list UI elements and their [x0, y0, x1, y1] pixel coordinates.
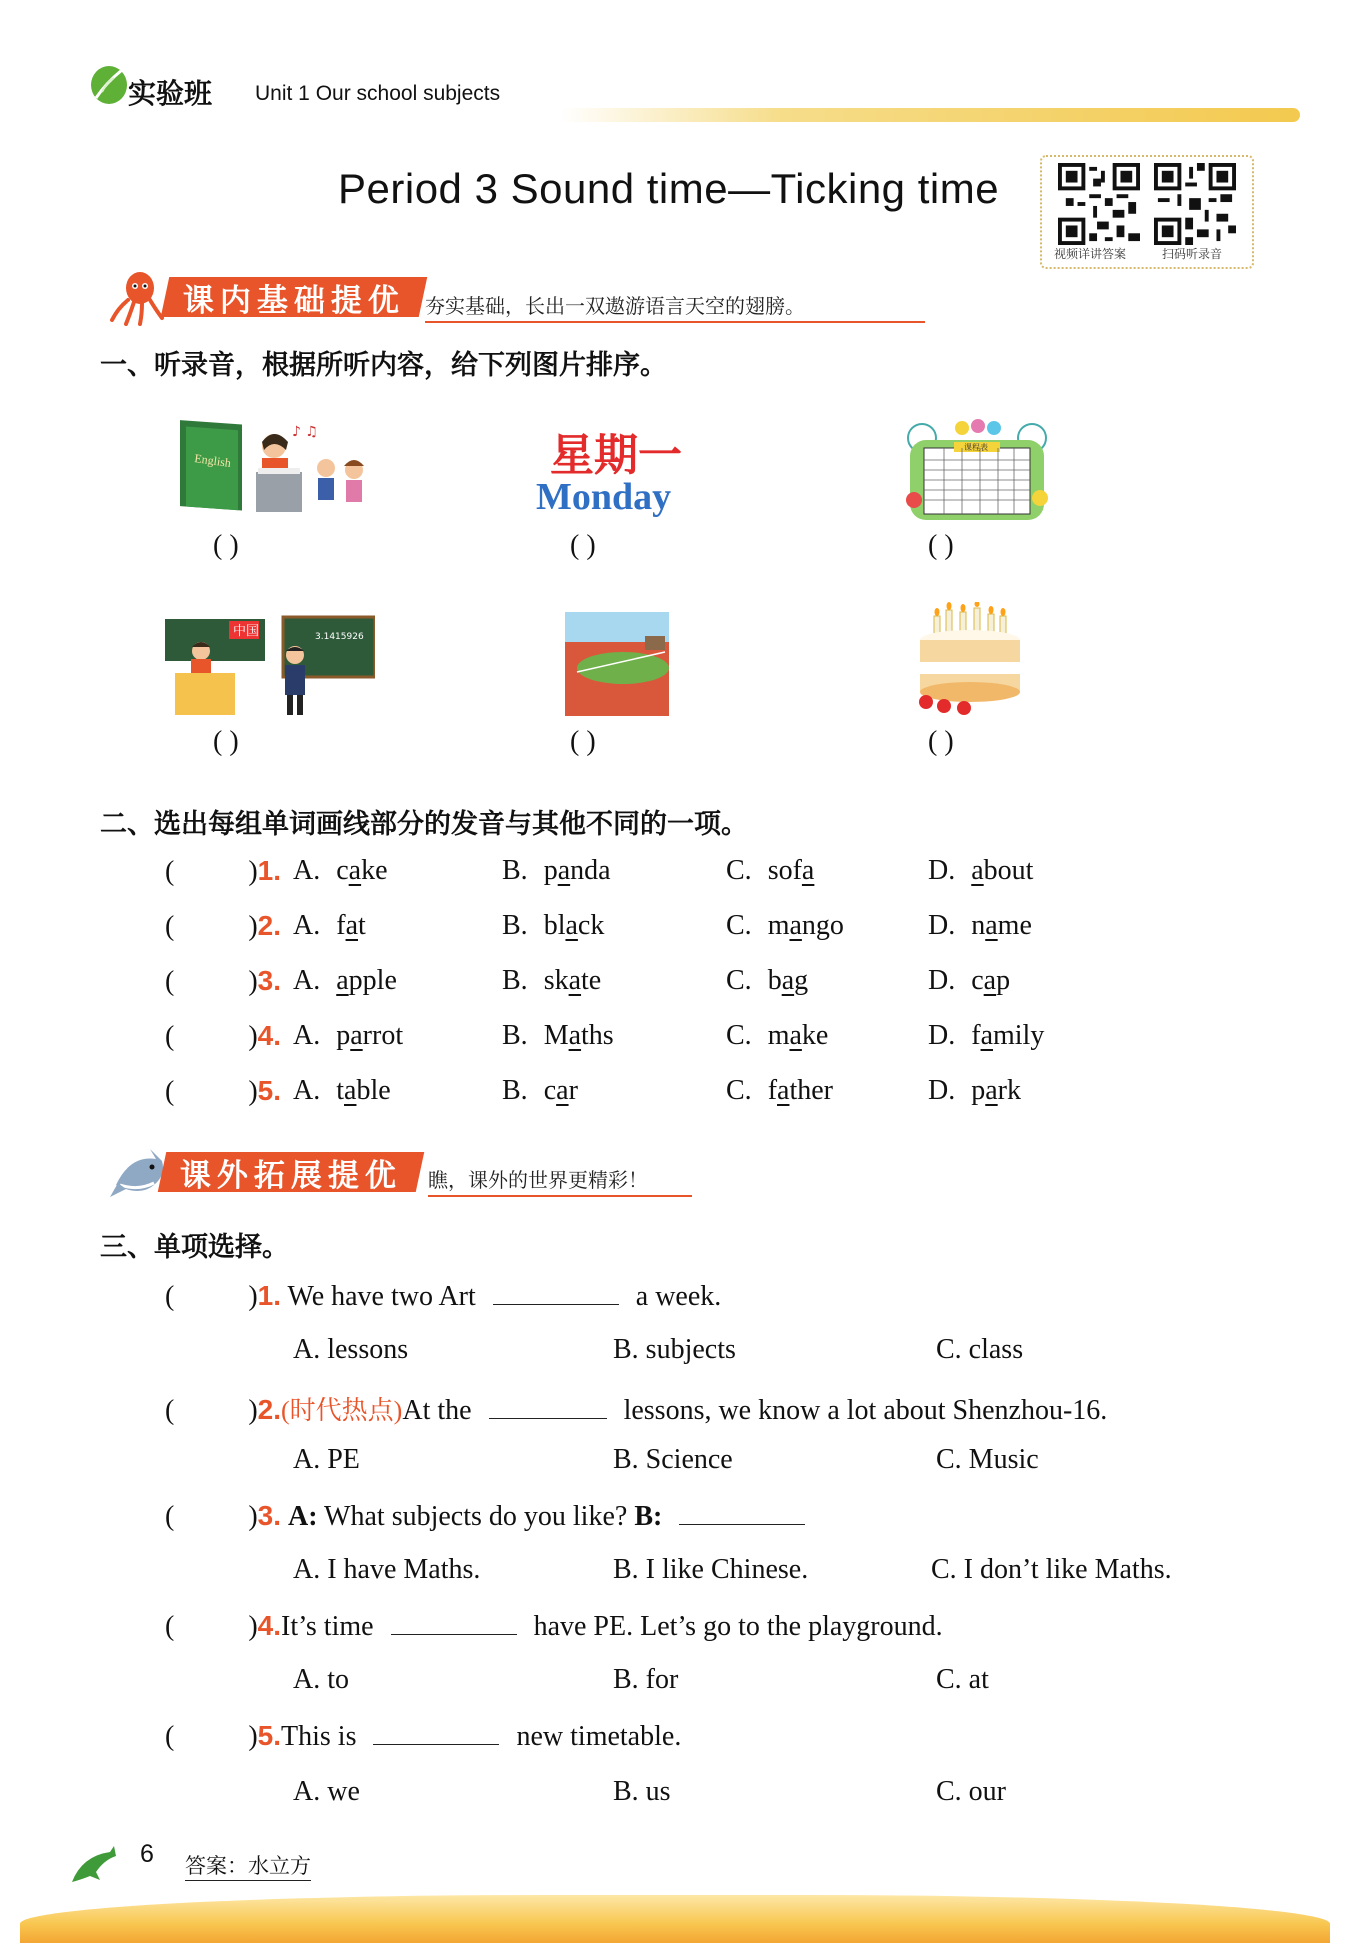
question-text: new timetable.	[516, 1721, 682, 1752]
answer-blank[interactable]	[373, 1720, 499, 1745]
word-part: ck	[577, 910, 605, 941]
option-a[interactable]	[293, 1075, 391, 1107]
word-part: M	[543, 1020, 569, 1051]
word-part: p	[971, 1075, 986, 1106]
option-b[interactable]: B. for	[613, 1664, 679, 1695]
option-letter: D.	[928, 1020, 956, 1051]
word-part: ke	[801, 1020, 829, 1051]
underlined-letter: a	[348, 855, 362, 886]
option-d[interactable]	[928, 855, 1033, 887]
timetable-picture	[902, 418, 1052, 524]
answer-key-note: 答案：水立方	[185, 1850, 311, 1881]
answer-parentheses[interactable]: ( )	[213, 726, 239, 757]
question-text: At the	[402, 1395, 472, 1426]
option-c[interactable]: C. at	[936, 1664, 989, 1695]
option-a[interactable]	[293, 855, 388, 887]
question-text: What subjects do you like?	[317, 1501, 635, 1532]
option-letter: C.	[726, 1020, 752, 1051]
word-part: c	[336, 855, 349, 886]
word-part: c	[971, 965, 984, 996]
word-part: b	[767, 965, 782, 996]
option-a[interactable]: A. PE	[293, 1444, 360, 1475]
word-part: f	[336, 910, 346, 941]
underlined-letter: a	[557, 855, 571, 886]
monday-chinese-text: 星期一	[550, 430, 682, 481]
option-letter: A.	[293, 965, 321, 996]
option-b[interactable]: B. Science	[613, 1444, 733, 1475]
question-number: 4.	[257, 1610, 282, 1641]
brand-logo-icon	[88, 64, 130, 110]
header-rule	[560, 108, 1300, 122]
option-letter: D.	[928, 855, 956, 886]
page-title: Period 3 Sound time—Ticking time	[338, 165, 1000, 212]
option-letter: B.	[502, 1075, 528, 1106]
speaker-a-label: A:	[288, 1501, 318, 1532]
answer-bracket[interactable]: (	[165, 911, 175, 942]
underlined-letter: a	[971, 855, 984, 886]
word-part: t	[358, 910, 366, 941]
question-number: 5.	[257, 1720, 282, 1751]
banner-label: 课外拓展提优	[180, 1157, 402, 1194]
answer-bracket[interactable]: (	[165, 1076, 175, 1107]
squid-mascot-icon	[108, 268, 166, 330]
word-part: c	[543, 1075, 557, 1106]
answer-bracket[interactable]: (	[165, 1611, 175, 1642]
option-c[interactable]	[726, 855, 814, 887]
underlined-letter: a	[801, 855, 815, 886]
word-part: t	[336, 1075, 345, 1106]
option-c[interactable]	[726, 965, 808, 997]
timetable-label: 课程表	[964, 443, 988, 452]
playground-picture	[565, 612, 669, 716]
option-b[interactable]: B. I like Chinese.	[613, 1554, 809, 1585]
banner-slogan: 夯实基础，长出一双遨游语言天空的翅膀。	[425, 290, 925, 323]
qr-caption: 视频详讲答案	[1054, 247, 1127, 261]
phonics-question: ( )2.	[165, 910, 282, 942]
underlined-letter: a	[777, 1075, 790, 1106]
answer-bracket[interactable]: (	[165, 1281, 175, 1312]
section-3-title: 三、单项选择。	[100, 1232, 289, 1263]
phonics-question: ( )4.	[165, 1020, 282, 1052]
question-text: a week.	[635, 1281, 722, 1312]
word-part: sk	[543, 965, 569, 996]
option-c[interactable]	[726, 1020, 828, 1052]
word-part: p	[996, 965, 1011, 996]
english-book-label: English	[193, 451, 232, 471]
option-d[interactable]	[928, 965, 1010, 997]
monday-english-text: Monday	[536, 476, 672, 518]
option-letter: B.	[502, 855, 528, 886]
option-b[interactable]: B. us	[613, 1776, 671, 1807]
hot-topic-tag: (时代热点)	[281, 1396, 403, 1425]
word-part: pple	[348, 965, 397, 996]
answer-blank[interactable]	[489, 1394, 607, 1419]
option-letter: A.	[293, 1075, 321, 1106]
option-letter: C.	[726, 1075, 752, 1106]
phonics-question: ( )1.	[165, 855, 282, 887]
option-a[interactable]: A. I have Maths.	[293, 1554, 481, 1585]
section-banner-basic	[161, 277, 428, 317]
banner-slogan: 瞧，课外的世界更精彩！	[428, 1164, 692, 1197]
word-part: ke	[361, 855, 388, 886]
option-letter: D.	[928, 965, 956, 996]
answer-blank[interactable]	[493, 1280, 619, 1305]
word-part: bl	[543, 910, 566, 941]
word-part: te	[581, 965, 602, 996]
question-text: We have two Art	[287, 1281, 476, 1312]
word-part: rk	[997, 1075, 1021, 1106]
qr-code-icon[interactable]	[1058, 163, 1140, 245]
qr-code-icon[interactable]	[1154, 163, 1236, 245]
option-c[interactable]: C. I don’t like Maths.	[931, 1554, 1172, 1585]
birthday-cake-picture	[912, 602, 1027, 717]
section-2-title: 二、选出每组单词画线部分的发音与其他不同的一项。	[100, 809, 748, 840]
underlined-letter: a	[344, 1075, 357, 1106]
qr-panel	[1040, 155, 1254, 269]
banner-label: 课内基础提优	[183, 282, 405, 319]
option-letter: A.	[293, 855, 321, 886]
underlined-letter: a	[565, 910, 578, 941]
underlined-letter: a	[985, 910, 998, 941]
option-letter: C.	[726, 965, 752, 996]
phonics-question: ( )3.	[165, 965, 282, 997]
underlined-letter: a	[568, 965, 582, 996]
phonics-question: ( )5.	[165, 1075, 282, 1107]
question-number: 1.	[257, 1280, 282, 1311]
mc-question-1: ( )1. We have two Art a week.	[165, 1280, 722, 1312]
word-part: m	[767, 1020, 790, 1051]
word-part: f	[971, 1020, 981, 1051]
option-letter: A.	[293, 910, 321, 941]
option-letter: B.	[502, 910, 528, 941]
word-part: p	[543, 855, 558, 886]
question-number: 2.	[257, 1394, 282, 1425]
mc-question-2: ( )2.(时代热点)At the lessons, we know a lot about Shenzhou-16.	[165, 1394, 1108, 1426]
word-part: p	[336, 1020, 351, 1051]
option-b[interactable]	[502, 965, 601, 997]
answer-parentheses[interactable]: ( )	[213, 530, 239, 561]
option-a[interactable]: A. lessons	[293, 1334, 409, 1365]
answer-parentheses[interactable]: ( )	[928, 530, 954, 561]
answer-parentheses[interactable]: ( )	[928, 726, 954, 757]
answer-blank[interactable]	[391, 1610, 517, 1635]
underlined-letter: a	[985, 1075, 998, 1106]
chinese-board-text: 中国	[233, 624, 260, 639]
mc-question-3: ( )3. A: What subjects do you like? B:	[165, 1500, 805, 1533]
speaker-b-label: B:	[634, 1501, 663, 1532]
maths-board-text: 3.1415926	[315, 632, 364, 642]
answer-blank[interactable]	[679, 1500, 805, 1525]
answer-bracket[interactable]: (	[165, 966, 175, 997]
question-number: 3.	[257, 965, 282, 996]
mc-question-4: ( )4.It’s time have PE. Let’s go to the playground.	[165, 1610, 943, 1642]
option-letter: C.	[726, 855, 752, 886]
answer-bracket[interactable]: (	[165, 1021, 175, 1052]
chinese-maths-picture	[165, 615, 375, 715]
unit-title: Unit 1 Our school subjects	[255, 82, 501, 105]
option-b[interactable]	[502, 1075, 578, 1107]
option-c[interactable]: C. our	[936, 1776, 1006, 1807]
underlined-letter: a	[568, 1020, 582, 1051]
word-part: ther	[789, 1075, 833, 1106]
section-banner-extension	[158, 1152, 425, 1192]
option-letter: C.	[726, 910, 752, 941]
dolphin-footer-icon	[70, 1846, 118, 1892]
question-text: This is	[281, 1721, 357, 1752]
svg-text:♪ ♫: ♪ ♫	[292, 424, 318, 440]
question-number: 2.	[257, 910, 282, 941]
option-d[interactable]	[928, 1075, 1021, 1107]
underlined-letter: a	[336, 965, 349, 996]
footer-band	[20, 1895, 1330, 1943]
option-c[interactable]: C. Music	[936, 1444, 1039, 1475]
option-a[interactable]: A. to	[293, 1664, 349, 1695]
question-text: lessons, we know a lot about Shenzhou-16.	[623, 1395, 1108, 1426]
word-part: sof	[767, 855, 802, 886]
option-b[interactable]	[502, 910, 604, 942]
question-text: It’s time	[281, 1611, 374, 1642]
word-part: f	[767, 1075, 778, 1106]
shark-mascot-icon	[110, 1145, 168, 1207]
word-part: m	[767, 910, 790, 941]
word-part: me	[997, 910, 1032, 941]
word-part: nda	[570, 855, 611, 886]
option-b[interactable]	[502, 1020, 614, 1052]
word-part: mily	[993, 1020, 1045, 1051]
underlined-letter: a	[781, 965, 795, 996]
option-b[interactable]	[502, 855, 611, 887]
underlined-letter: a	[345, 910, 358, 941]
word-part: ths	[581, 1020, 614, 1051]
underlined-letter: a	[983, 965, 997, 996]
question-number: 4.	[257, 1020, 282, 1051]
option-a[interactable]: A. we	[293, 1776, 360, 1807]
brand-name: 实验班	[128, 77, 213, 110]
option-d[interactable]	[928, 1020, 1044, 1052]
option-letter: B.	[502, 965, 528, 996]
mc-question-5: ( )5.This is new timetable.	[165, 1720, 682, 1752]
question-text: have PE. Let’s go to the playground.	[533, 1611, 943, 1642]
answer-bracket[interactable]: (	[165, 1721, 175, 1752]
question-number: 3.	[257, 1500, 282, 1531]
word-part: g	[794, 965, 809, 996]
underlined-letter: a	[556, 1075, 569, 1106]
word-part: ngo	[801, 910, 844, 941]
page-number: 6	[140, 1840, 154, 1868]
english-music-picture	[178, 412, 380, 520]
underlined-letter: a	[789, 1020, 802, 1051]
option-a[interactable]	[293, 965, 397, 997]
qr-caption: 扫码听录音	[1162, 247, 1223, 261]
option-letter: D.	[928, 910, 956, 941]
word-part: rrot	[362, 1020, 404, 1051]
underlined-letter: a	[350, 1020, 363, 1051]
question-number: 1.	[257, 855, 282, 886]
answer-bracket[interactable]: (	[165, 1395, 175, 1426]
monday-picture	[520, 415, 700, 525]
underlined-letter: a	[980, 1020, 993, 1051]
word-part: r	[568, 1075, 578, 1106]
answer-bracket[interactable]: (	[165, 1501, 175, 1532]
option-c[interactable]	[726, 910, 844, 942]
answer-parentheses[interactable]: ( )	[570, 726, 596, 757]
option-b[interactable]: B. subjects	[613, 1334, 736, 1365]
answer-parentheses[interactable]: ( )	[570, 530, 596, 561]
question-number: 5.	[257, 1075, 282, 1106]
option-c[interactable]	[726, 1075, 833, 1107]
option-c[interactable]: C. class	[936, 1334, 1024, 1365]
section-1-title: 一、听录音，根据所听内容，给下列图片排序。	[100, 350, 667, 381]
word-part: ble	[356, 1075, 391, 1106]
option-letter: B.	[502, 1020, 528, 1051]
option-letter: D.	[928, 1075, 956, 1106]
option-d[interactable]	[928, 910, 1032, 942]
option-letter: A.	[293, 1020, 321, 1051]
word-part: n	[971, 910, 986, 941]
option-a[interactable]	[293, 910, 366, 942]
underlined-letter: a	[789, 910, 802, 941]
option-a[interactable]	[293, 1020, 403, 1052]
answer-bracket[interactable]: (	[165, 856, 175, 887]
word-part: bout	[983, 855, 1034, 886]
